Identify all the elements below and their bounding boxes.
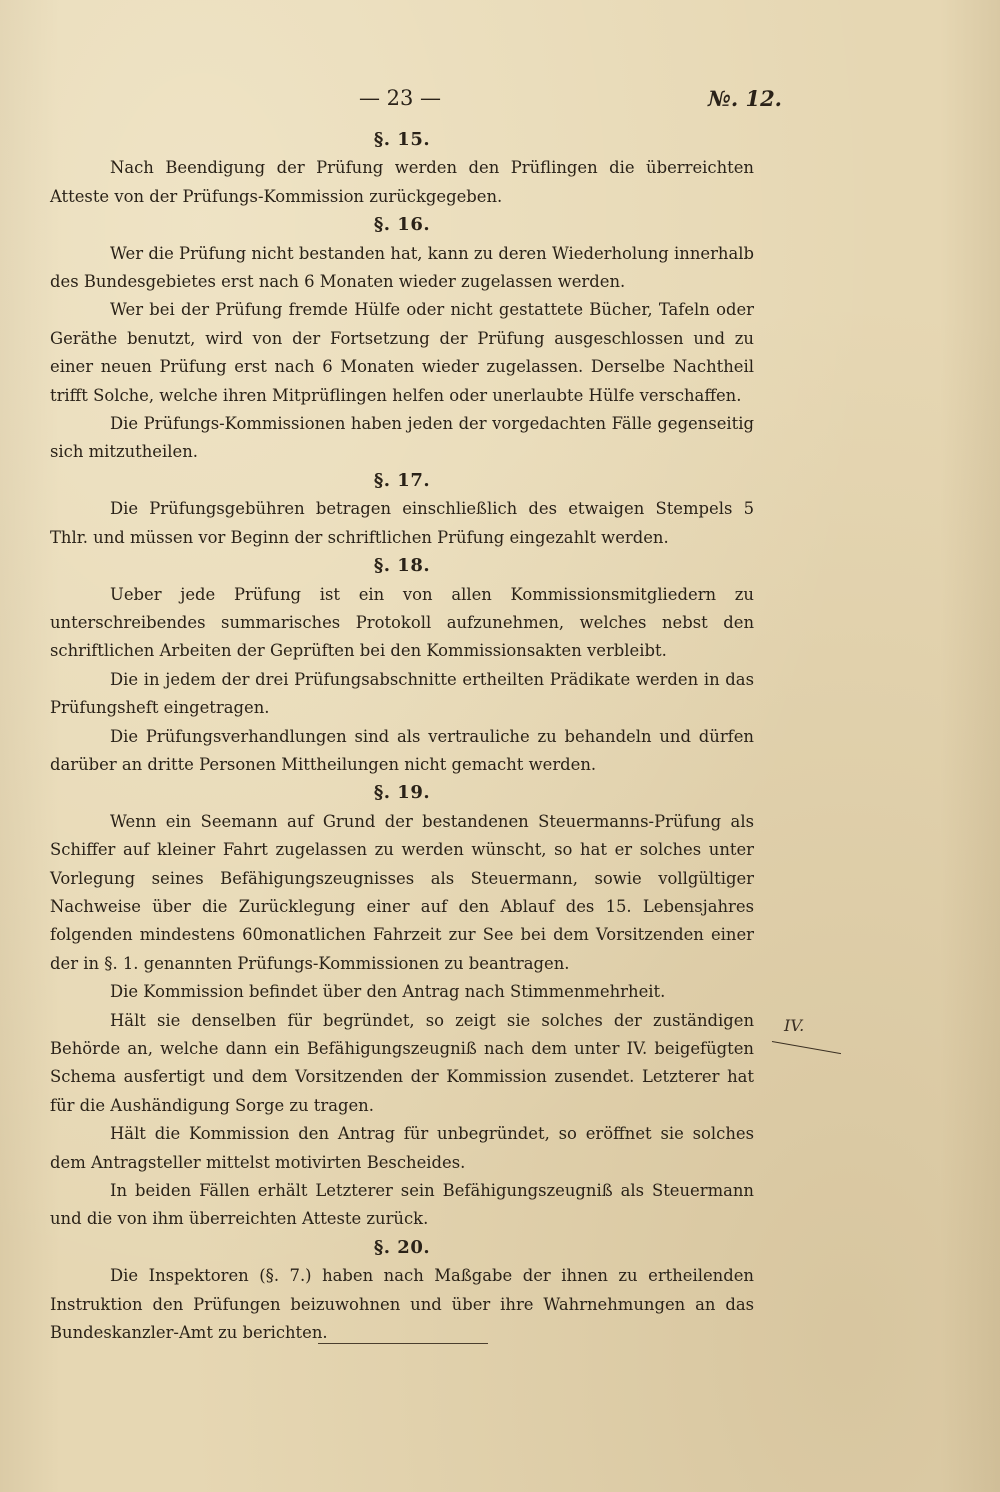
paragraph: Ueber jede Prüfung ist ein von allen Kommissionsmitgliedern zu unterschreibendes summarisches Protokoll aufzunehmen, welches nebst den schriftlichen Arbeiten der Geprüften bei den Kommissionsakten verbleibt. [50,584,754,661]
paragraph: Die Prüfungsgebühren betragen einschließlich des etwaigen Stempels 5 Thlr. und müssen vor Beginn der schriftlichen Prüfung eingezahlt werden. [50,499,754,547]
section-17 [50,467,754,552]
section-20 [50,1234,754,1348]
page-header [0,86,1000,116]
section-heading: §. 15. [373,129,431,150]
paragraph: Die Prüfungsverhandlungen sind als vertrauliche zu behandeln und dürfen darüber an dritte Personen Mittheilungen nicht gemacht werden. [50,726,754,774]
margin-note-line [772,1041,841,1054]
section-heading: §. 18. [373,555,431,577]
paragraph: Die Inspektoren (§. 7.) haben nach Maßgabe der ihnen zu ertheilenden Instruktion den Prüfungen beizuwohnen und über ihre Wahrnehmungen an das Bundeskanzler-Amt zu berichten. [50,1266,754,1343]
paragraph: Wenn ein Seemann auf Grund der bestandenen Steuermanns-Prüfung als Schiffer auf kleiner Fahrt zugelassen zu werden wünscht, so hat er solches unter Vorlegung seines Befähigungszeugnisses als Steuermann, sowie vollgültiger Nachweise über die Zurücklegung einer auf den Ablauf des 15. Lebensjahres folgenden mindestens 60monatlichen Fahrzeit zur See bei dem Vorsitzenden einer der in §. 1. genannten Prüfungs-Kommissionen zu beantragen. [50,811,754,973]
paragraph: Nach Beendigung der Prüfung werden den Prüflingen die überreichten Atteste von der Prüfungs-Kommission zurückgegeben. [50,158,754,206]
section-heading: §. 16. [373,214,431,236]
paragraph: Hält die Kommission den Antrag für unbegründet, so eröffnet sie solches dem Antragsteller mittelst motivirten Bescheides. [50,1124,754,1172]
page-number: — 23 — [358,86,442,110]
margin-note: IV. [784,1016,805,1035]
body-text [50,126,754,1347]
section-heading: §. 19. [373,782,431,804]
paragraph: Wer die Prüfung nicht bestanden hat, kann zu deren Wiederholung innerhalb des Bundesgebietes erst nach 6 Monaten wieder zugelassen werden. [50,243,754,292]
section-16 [50,211,754,467]
paragraph: Die Kommission befindet über den Antrag nach Stimmenmehrheit. [110,982,666,1002]
paragraph: In beiden Fällen erhält Letzterer sein Befähigungszeugniß als Steuermann und die von ihm überreichten Atteste zurück. [50,1181,754,1229]
section-18 [50,552,754,779]
paragraph: Die Prüfungs-Kommissionen haben jeden der vorgedachten Fälle gegenseitig sich mitzutheilen. [50,414,754,462]
issue-number: №. 12. [708,86,782,111]
section-19 [50,779,754,1234]
separator-rule [318,1343,488,1344]
paragraph: Wer bei der Prüfung fremde Hülfe oder nicht gestattete Bücher, Tafeln oder Geräthe benutzt, wird von der Fortsetzung der Prüfung ausgeschlossen und zu einer neuen Prüfung erst nach 6 Monaten wieder zugelassen. Derselbe Nachtheil trifft Solche, welche ihren Mitprüflingen helfen oder unerlaubte Hülfe verschaffen. [50,300,754,405]
paragraph: Hält sie denselben für begründet, so zeigt sie solches der zuständigen Behörde an, welche dann ein Befähigungszeugniß nach dem unter IV. beigefügten Schema ausfertigt und dem Vorsitzenden der Kommission zusendet. Letzterer hat für die Aushändigung Sorge zu tragen. [50,1010,754,1115]
section-heading: §. 20. [373,1236,431,1258]
section-15 [50,126,754,211]
section-heading: §. 17. [373,469,431,491]
paragraph: Die in jedem der drei Prüfungsabschnitte ertheilten Prädikate werden in das Prüfungsheft eingetragen. [50,669,754,718]
